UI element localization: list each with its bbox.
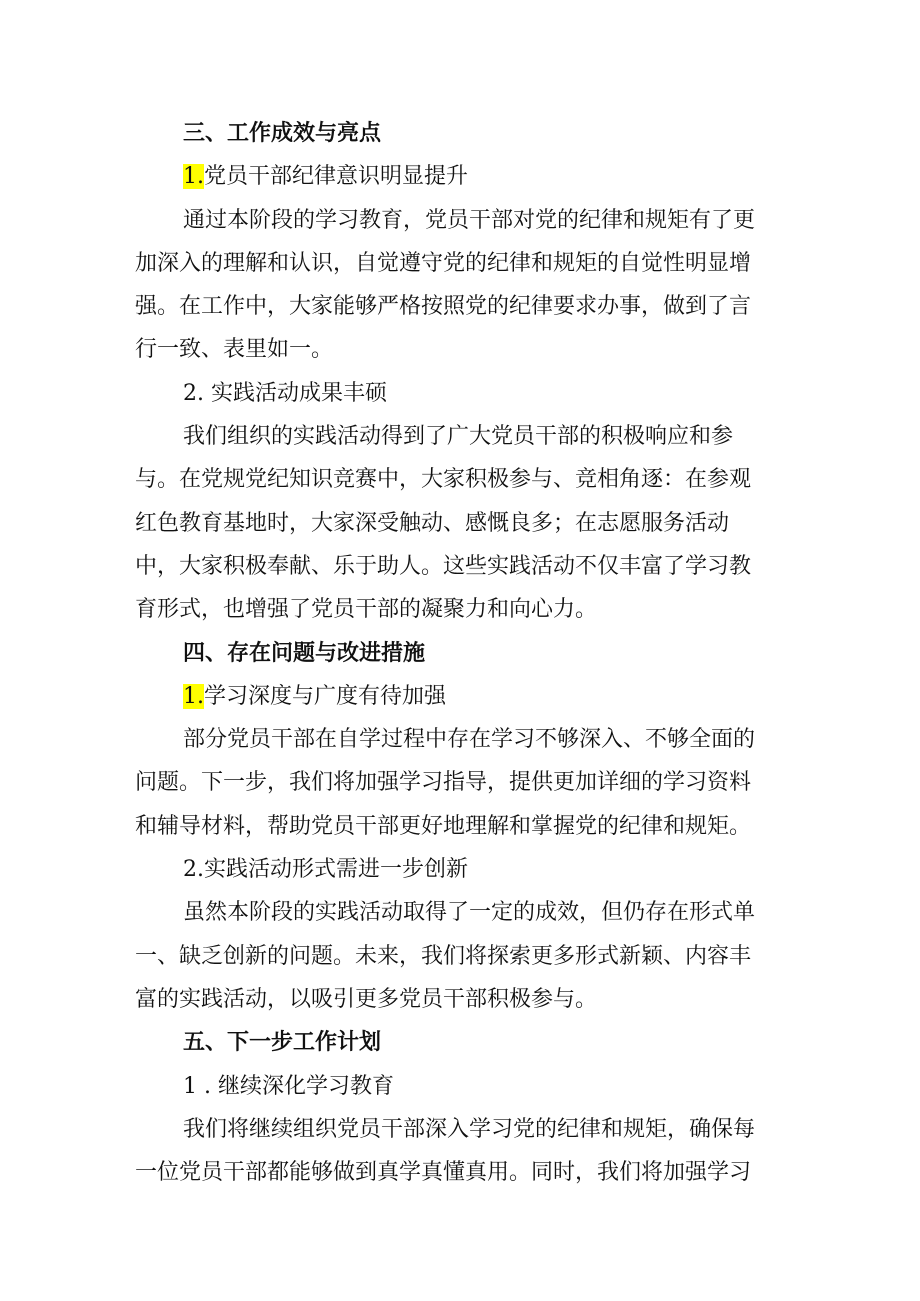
- section-4-heading: 四、存在问题与改进措施: [183, 639, 426, 666]
- paragraph-line: 问题。下一步，我们将加强学习指导，提供更加详细的学习资料: [135, 770, 752, 796]
- paragraph-line: 一位党员干部都能够做到真学真懂真用。同时，我们将加强学习: [135, 1160, 752, 1186]
- highlighted-number: 1.: [183, 164, 204, 190]
- paragraph-line: 加深入的理解和认识，自觉遵守党的纪律和规矩的自觉性明显增: [135, 250, 752, 276]
- paragraph-line: 红色教育基地时，大家深受触动、感慨良多；在志愿服务活动: [135, 510, 730, 536]
- paragraph-line: 和辅导材料，帮助党员干部更好地理解和掌握党的纪律和规矩。: [135, 813, 752, 839]
- section-5-item-1-title: 1 . 继续深化学习教育: [183, 1073, 394, 1099]
- paragraph-line: 一、缺乏创新的问题。未来，我们将探索更多形式新颖、内容丰: [135, 943, 752, 969]
- paragraph-line: 与。在党规党纪知识竞赛中，大家积极参与、竞相角逐：在参观: [135, 467, 752, 493]
- section-4-item-2-title: 2.实践活动形式需进一步创新: [183, 857, 468, 883]
- paragraph-line: 富的实践活动，以吸引更多党员干部积极参与。: [135, 986, 598, 1012]
- paragraph-line: 虽然本阶段的实践活动取得了一定的成效，但仍存在形式单: [183, 900, 756, 926]
- highlighted-number: 1.: [183, 683, 204, 709]
- paragraph-line: 我们组织的实践活动得到了广大党员干部的积极响应和参: [183, 424, 734, 450]
- item-title-text: 学习深度与广度有待加强: [204, 683, 447, 709]
- section-3-item-1-title: [135, 155, 785, 198]
- section-4-item-1-title: [135, 675, 785, 718]
- paragraph-line: 育形式，也增强了党员干部的凝聚力和向心力。: [135, 597, 598, 623]
- paragraph-line: 通过本阶段的学习教育，党员干部对党的纪律和规矩有了更: [183, 207, 756, 233]
- paragraph-line: 行一致、表里如一。: [135, 337, 334, 363]
- paragraph-line: 部分党员干部在自学过程中存在学习不够深入、不够全面的: [183, 727, 756, 753]
- paragraph-line: 强。在工作中，大家能够严格按照党的纪律要求办事，做到了言: [135, 294, 752, 320]
- paragraph-line: 我们将继续组织党员干部深入学习党的纪律和规矩，确保每: [183, 1116, 756, 1142]
- section-5-heading: 五、下一步工作计划: [183, 1029, 382, 1056]
- paragraph-line: 中，大家积极奉献、乐于助人。这些实践活动不仅丰富了学习教: [135, 553, 752, 579]
- section-3-heading: 三、工作成效与亮点: [183, 120, 382, 146]
- section-3-item-2-title: 2. 实践活动成果丰硕: [183, 380, 387, 406]
- item-title-text: 党员干部纪律意识明显提升: [204, 164, 469, 190]
